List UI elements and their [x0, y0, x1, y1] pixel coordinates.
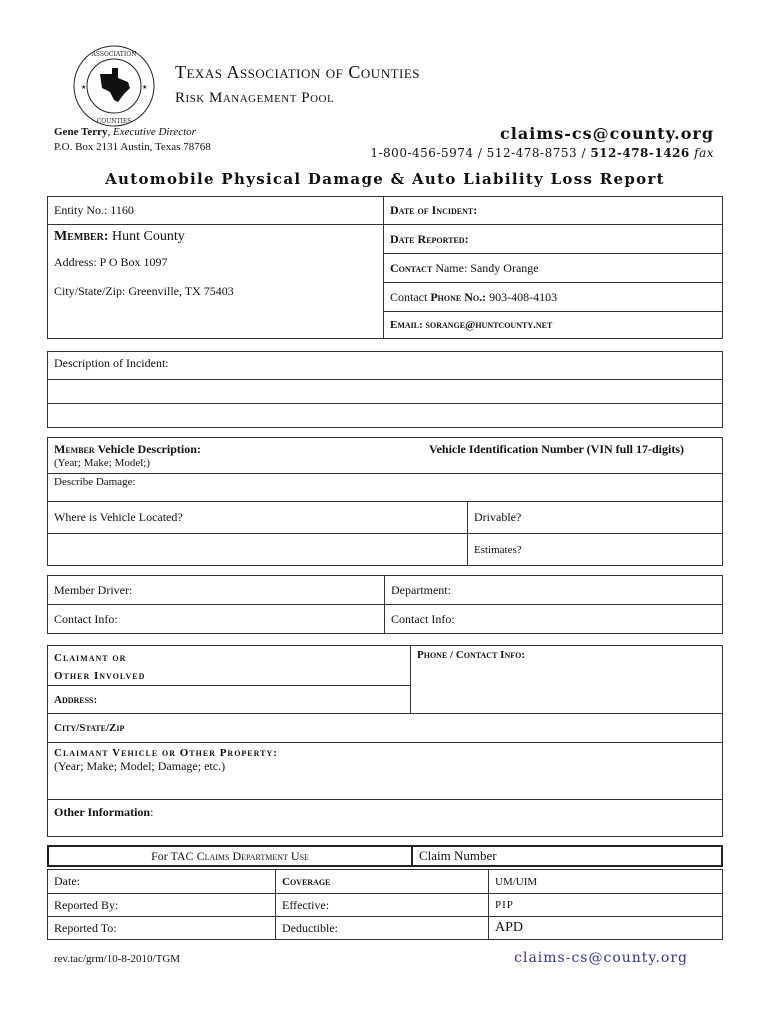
department-contact-info[interactable]: Contact Info: [385, 605, 723, 634]
vehicle-desc-label: Vehicle Description: [97, 442, 201, 456]
tac-um[interactable]: UM/UIM [489, 870, 723, 894]
claimant-phone[interactable]: Phone / Contact Info: [411, 646, 723, 714]
form-title: Automobile Physical Damage & Auto Liability Loss Report [105, 170, 665, 188]
other-information[interactable] [48, 800, 723, 837]
contact-name[interactable] [384, 254, 723, 283]
incident-line-2[interactable] [48, 380, 723, 404]
phone-label: Phone No.: [430, 289, 487, 304]
tac-use-pre: For TAC [151, 848, 194, 863]
claimant-label-1: Claimant or [54, 652, 127, 664]
claimant-vehicle-label: Claimant Vehicle or Other Property: [54, 747, 278, 759]
claimant-city[interactable]: City/State/Zip [48, 714, 723, 743]
contact-label: Contact [390, 260, 433, 275]
director-name: Gene Terry [54, 126, 108, 138]
incident-label[interactable]: Description of Incident: [48, 352, 723, 380]
phone-value: 903-408-4103 [489, 289, 558, 304]
department[interactable]: Department: [385, 576, 723, 605]
tac-use-table [47, 869, 723, 940]
tac-use-header [47, 845, 723, 867]
tac-date[interactable]: Date: [48, 870, 276, 894]
org-name: Texas Association of Counties [175, 62, 421, 82]
director-line: Gene Terry, Executive Director [54, 126, 196, 138]
entity-city[interactable]: City/State/Zip: Greenville, TX 75403 [54, 284, 234, 298]
tac-pip[interactable]: PIP [489, 894, 723, 917]
describe-damage[interactable]: Describe Damage: [48, 474, 723, 502]
claimant-table [47, 645, 723, 837]
tac-reported-by[interactable]: Reported By: [48, 894, 276, 917]
tac-coverage[interactable]: Coverage [276, 870, 489, 894]
tac-apd[interactable]: APD [489, 917, 723, 940]
org-address: P.O. Box 2131 Austin, Texas 78768 [54, 141, 211, 153]
tac-reported-to[interactable]: Reported To: [48, 917, 276, 940]
tac-use-label [48, 846, 412, 866]
member-label: Member: [54, 229, 109, 244]
entity-table [47, 196, 723, 339]
contact-value: Name: Sandy Orange [435, 260, 539, 275]
date-of-incident[interactable]: Date of Incident: [384, 197, 723, 225]
estimates[interactable]: Estimates? [468, 534, 723, 566]
tac-effective[interactable]: Effective: [276, 894, 489, 917]
header-email[interactable]: claims-cs@county.org [500, 124, 714, 143]
claimant-vehicle-sub: (Year; Make; Model; Damage; etc.) [54, 759, 226, 773]
vehicle-location[interactable]: Where is Vehicle Located? [48, 502, 468, 534]
driver-contact-info[interactable]: Contact Info: [48, 605, 385, 634]
date-reported[interactable]: Date Reported: [384, 225, 723, 254]
vehicle-desc-row [54, 442, 684, 457]
incident-line-3[interactable] [48, 404, 723, 428]
claimant-address[interactable]: Address: [48, 686, 411, 714]
vin-label[interactable]: Vehicle Identification Number (VIN full 17-digits) [429, 442, 684, 456]
vehicle-desc[interactable] [54, 442, 201, 457]
footer-email[interactable]: claims-cs@county.org [514, 950, 688, 966]
drivable[interactable]: Drivable? [468, 502, 723, 534]
entity-address[interactable]: Address: P O Box 1097 [54, 255, 168, 269]
claim-number[interactable]: Claim Number [412, 846, 722, 866]
claimant-vehicle[interactable] [48, 743, 723, 800]
member-value[interactable]: Hunt County [112, 229, 185, 244]
svg-text:ASSOCIATION: ASSOCIATION [91, 51, 137, 58]
claimant-label[interactable] [48, 646, 411, 686]
svg-text:★: ★ [81, 84, 87, 91]
other-information-colon: : [150, 805, 154, 819]
claimant-label-2: Other Involved [54, 670, 146, 682]
svg-text:★: ★ [142, 84, 148, 91]
svg-text:COUNTIES: COUNTIES [96, 118, 132, 125]
header-phones [370, 146, 714, 160]
vehicle-member-label: Member [54, 442, 95, 456]
entity-no[interactable]: Entity No.: 1160 [48, 197, 384, 225]
vehicle-table [47, 437, 723, 566]
vehicle-sub-label: (Year; Make; Model;) [54, 457, 151, 469]
contact-email[interactable]: Email: sorange@huntcounty.net [384, 312, 723, 339]
fax-label: fax [694, 146, 714, 160]
tac-seal-logo [72, 44, 156, 128]
tac-use-text: Claims Department Use [196, 848, 309, 863]
member-driver[interactable]: Member Driver: [48, 576, 385, 605]
phone-numbers: 1-800-456-5974 / 512-478-8753 / [370, 146, 586, 160]
phone-label-pre: Contact [390, 289, 428, 304]
contact-phone[interactable] [384, 283, 723, 312]
fax-number: 512-478-1426 [590, 146, 690, 160]
other-information-label: Other Information [54, 805, 151, 819]
vehicle-location-value[interactable] [48, 534, 468, 566]
incident-table [47, 351, 723, 428]
org-subname: Risk Management Pool [175, 90, 335, 106]
revision-note: rev.tac/grm/10-8-2010/TGM [54, 953, 181, 965]
member-line [54, 229, 377, 245]
tac-deductible[interactable]: Deductible: [276, 917, 489, 940]
director-title: Executive Director [112, 126, 196, 138]
driver-table [47, 575, 723, 634]
